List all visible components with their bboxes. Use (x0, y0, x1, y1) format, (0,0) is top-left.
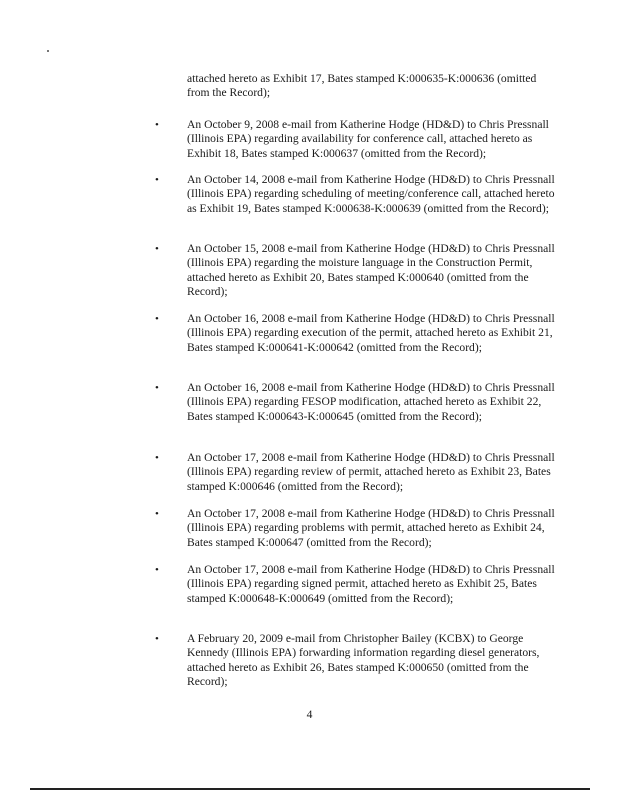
list-item (155, 632, 559, 690)
page-number: 4 (306, 708, 313, 721)
bullet-icon: • (155, 313, 159, 325)
list-item-text: An October 17, 2008 e-mail from Katherine Hodge (HD&D) to Chris Pressnall (Illinois EPA) regarding review of permit, attached hereto as Exhibit 23, Bates stamped K:000646 (omitted from the Record); (187, 451, 555, 493)
list-item (155, 312, 559, 355)
list-item-text: An October 9, 2008 e-mail from Katherine Hodge (HD&D) to Chris Pressnall (Illinois EPA) regarding availability for conference call, attached hereto as Exhibit 18, Bates stamped K:000637 (omitted from the Record); (187, 118, 549, 160)
list-item-text: An October 17, 2008 e-mail from Katherine Hodge (HD&D) to Chris Pressnall (Illinois EPA) regarding signed permit, attached hereto as Exhibit 25, Bates stamped K:000648-K:000649 (omitted from the Record); (187, 563, 555, 605)
bullet-icon: • (155, 382, 159, 394)
bottom-scan-edge (30, 788, 590, 790)
list-item-text: A February 20, 2009 e-mail from Christopher Bailey (KCBX) to George Kennedy (Illinois EPA) forwarding information regarding diesel generators, attached hereto as Exhibit 26, Bates stamped K:000650 (omitted from the Record); (187, 632, 540, 689)
bullet-icon: • (155, 633, 159, 645)
list-item-text: An October 14, 2008 e-mail from Katherine Hodge (HD&D) to Chris Pressnall (Illinois EPA) regarding scheduling of meeting/conference call, attached hereto as Exhibit 19, Bates stamped K:000638-K:000639 (omitted from the Record); (187, 173, 555, 215)
bullet-icon: • (155, 564, 159, 576)
bullet-icon: • (155, 508, 159, 520)
list-item (155, 118, 559, 161)
list-item-text: An October 16, 2008 e-mail from Katherine Hodge (HD&D) to Chris Pressnall (Illinois EPA) regarding execution of the permit, attached hereto as Exhibit 21, Bates stamped K:000641-K:000642 (omitted from the Record); (187, 312, 555, 354)
list-item-text: An October 16, 2008 e-mail from Katherine Hodge (HD&D) to Chris Pressnall (Illinois EPA) regarding FESOP modification, attached hereto as Exhibit 22, Bates stamped K:000643-K:000645 (omitted from the Record); (187, 381, 555, 423)
scan-speck (47, 50, 49, 52)
continuation-paragraph: attached hereto as Exhibit 17, Bates stamped K:000635-K:000636 (omitted from the Record); (187, 72, 537, 100)
list-item (155, 173, 559, 216)
bullet-icon: • (155, 243, 159, 255)
list-item (155, 451, 559, 494)
list-item (155, 563, 559, 606)
list-item (155, 507, 559, 550)
bullet-icon: • (155, 119, 159, 131)
bullet-icon: • (155, 452, 159, 464)
list-item (155, 242, 559, 300)
list-item-text: An October 17, 2008 e-mail from Katherine Hodge (HD&D) to Chris Pressnall (Illinois EPA) regarding problems with permit, attached hereto as Exhibit 24, Bates stamped K:000647 (omitted from the Record); (187, 507, 555, 549)
list-item (155, 381, 559, 424)
list-item-text: An October 15, 2008 e-mail from Katherine Hodge (HD&D) to Chris Pressnall (Illinois EPA) regarding the moisture language in the Construction Permit, attached hereto as Exhibit 20, Bates stamped K:000640 (omitted from the Record); (187, 242, 555, 299)
bullet-icon: • (155, 174, 159, 186)
